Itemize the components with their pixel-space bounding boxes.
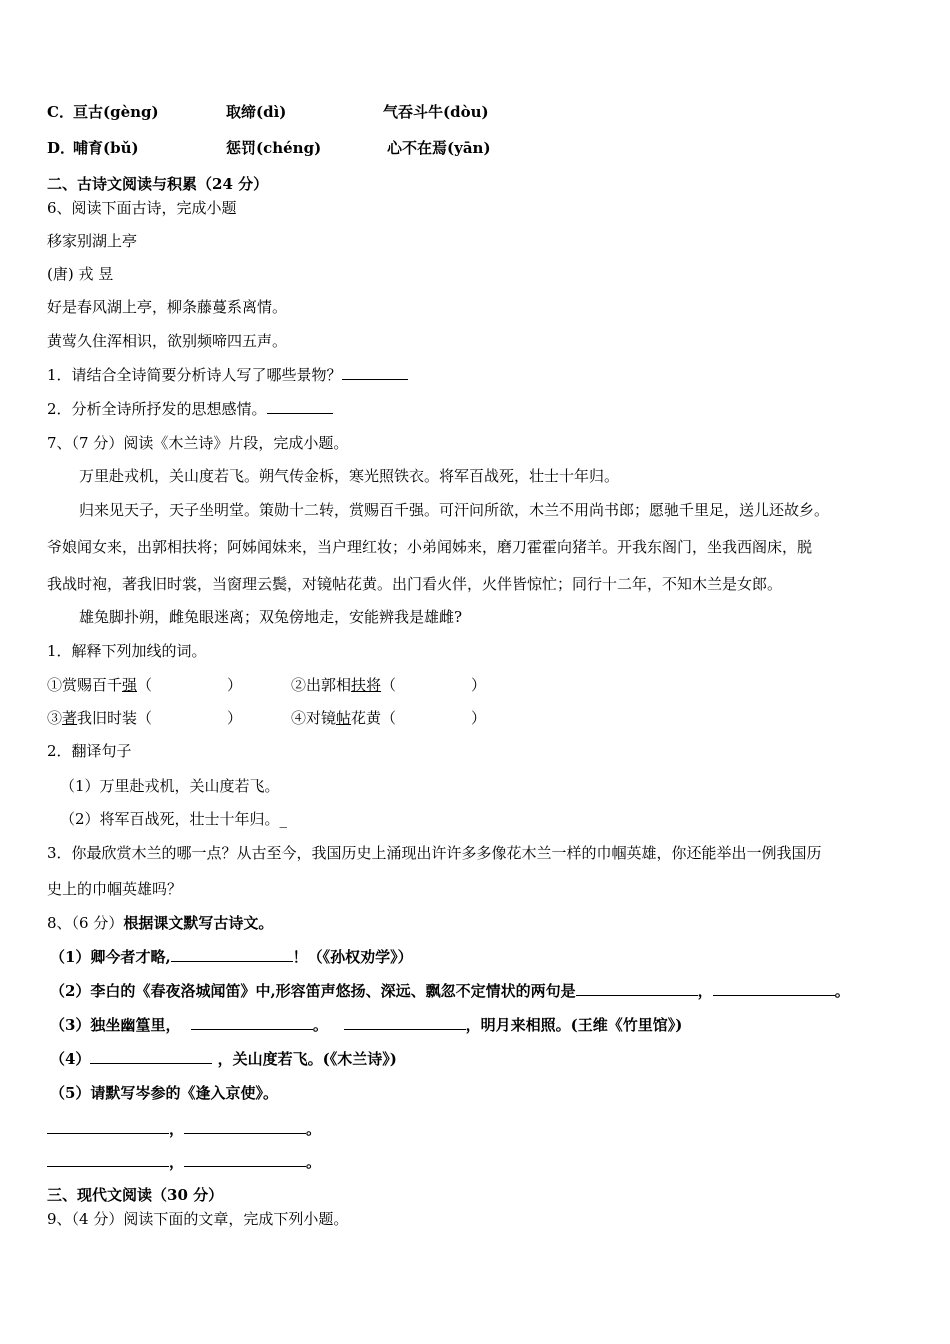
q8-l3-mid: 。 <box>312 1016 328 1034</box>
q8-l2-end: 。 <box>834 982 850 1000</box>
answer-blank[interactable] <box>342 365 408 380</box>
q8-l1-source: ！（《孙权劝学》） <box>292 948 413 966</box>
q8-row2-end: 。 <box>306 1153 322 1171</box>
q7-passage-p1: 万里赴戎机，关山度若飞。朔气传金柝，寒光照铁衣。将军百战死，壮士十年归。 <box>79 467 620 485</box>
q6-author: (唐) 戎 昱 <box>47 265 114 283</box>
answer-blank[interactable] <box>47 1119 169 1134</box>
answer-blank[interactable] <box>713 981 835 996</box>
answer-blank[interactable] <box>267 399 333 414</box>
q7-sub1: 1．解释下列加线的词。 <box>47 642 207 660</box>
q8-l2-text: （2）李白的《春夜洛城闻笛》中,形容笛声悠扬、深远、飘忽不定情状的两句是 <box>50 982 576 1000</box>
answer-blank[interactable] <box>90 1049 212 1064</box>
q9-intro: 9、（4 分）阅读下面的文章，完成下列小题。 <box>47 1210 349 1228</box>
q7-passage-p2b: 爷娘闻女来，出郭相扶将；阿姊闻妹来，当户理红妆；小弟闻姊来，磨刀霍霍向猪羊。开我东阁门，坐我西阁床，脱 <box>47 538 813 556</box>
q6-sub2 <box>47 399 333 419</box>
q7-passage-p3: 雄兔脚扑朔，雌兔眼迷离；双兔傍地走，安能辨我是雄雌? <box>79 608 463 626</box>
word-4-underlined: 帖 <box>336 709 352 727</box>
option-d-label: D． <box>47 139 76 157</box>
word-3-blank[interactable]: 我旧时装（ ） <box>77 709 243 727</box>
q8-intro-score: 8、（6 分） <box>47 914 124 932</box>
q8-line4 <box>50 1049 397 1069</box>
q6-sub2-text: 2．分析全诗所抒发的思想感情。 <box>47 400 267 418</box>
option-c-label: C． <box>47 103 74 121</box>
q8-line5: （5）请默写岑参的《逢入京使》。 <box>50 1084 278 1102</box>
option-c-b: 取缔(dì) <box>226 103 287 121</box>
q7-sub3-line1: 3．你最欣赏木兰的哪一点？从古至今，我国历史上涌现出许许多多像花木兰一样的巾帼英雄，你还能举出一例我国历 <box>47 844 822 862</box>
q8-row2-sep: ， <box>169 1153 185 1171</box>
q8-row1-end: 。 <box>306 1120 322 1138</box>
q8-l2-sep: ， <box>697 982 713 1000</box>
word-2-pre: ②出郭相 <box>291 676 352 694</box>
q8-line2 <box>50 981 850 1001</box>
option-c-a: 亘古(gèng) <box>73 103 159 121</box>
q8-line3 <box>50 1015 682 1035</box>
option-d-c: 心不在焉(yān) <box>387 139 491 157</box>
q7-sub3-line2: 史上的巾帼英雄吗？ <box>47 880 183 898</box>
word-1-blank[interactable]: （ ） <box>137 676 243 694</box>
word-3-underlined: 著 <box>62 709 78 727</box>
q7-intro: 7、（7 分）阅读《木兰诗》片段，完成小题。 <box>47 434 349 452</box>
q7-word-3 <box>47 708 242 728</box>
q6-poem-line2: 黄莺久住浑相识，欲别频啼四五声。 <box>47 332 288 350</box>
q8-l4-source: ，关山度若飞。(《木兰诗》) <box>217 1050 397 1068</box>
answer-blank[interactable] <box>47 1152 169 1167</box>
q8-l3-source: ，明月来相照。(王维《竹里馆》) <box>465 1016 683 1034</box>
word-4-blank[interactable]: 花黄（ ） <box>351 709 487 727</box>
q8-answer-row-1 <box>47 1119 321 1139</box>
answer-blank[interactable] <box>344 1015 466 1030</box>
q8-intro-text: 根据课文默写古诗文。 <box>123 914 274 932</box>
q7-word-2 <box>291 675 486 695</box>
option-d-a: 哺育(bǔ) <box>73 139 139 157</box>
answer-blank[interactable] <box>171 947 293 962</box>
q6-sub1-text: 1．请结合全诗简要分析诗人写了哪些景物？ <box>47 366 342 384</box>
q6-sub1 <box>47 365 408 385</box>
word-4-pre: ④对镜 <box>291 709 337 727</box>
word-1-underlined: 强 <box>122 676 138 694</box>
q8-intro <box>47 913 273 933</box>
q8-row1-sep: ， <box>169 1120 185 1138</box>
word-2-underlined: 扶将 <box>351 676 382 694</box>
q8-l4-num: （4） <box>50 1050 91 1068</box>
q7-passage-p2a: 归来见天子，天子坐明堂。策勋十二转，赏赐百千强。可汗问所欲，木兰不用尚书郎；愿驰千里足，送儿还故乡。 <box>79 501 830 519</box>
option-d-b: 惩罚(chéng) <box>226 139 322 157</box>
word-1-pre: ①赏赐百千 <box>47 676 123 694</box>
q8-l1-text: （1）卿今者才略, <box>50 948 171 966</box>
q6-poem-line1: 好是春风湖上亭，柳条藤蔓系离情。 <box>47 298 288 316</box>
q8-answer-row-2 <box>47 1152 321 1172</box>
q8-l3-text: （3）独坐幽篁里， <box>50 1016 181 1034</box>
answer-blank[interactable] <box>184 1152 306 1167</box>
word-3-pre: ③ <box>47 709 63 727</box>
section3-title: 三、现代文阅读（30 分） <box>47 1186 224 1204</box>
q7-translate-2: （2）将军百战死，壮士十年归。_ <box>60 810 288 828</box>
answer-blank[interactable] <box>576 981 698 996</box>
q6-intro: 6、阅读下面古诗，完成小题 <box>47 199 237 217</box>
section2-title: 二、古诗文阅读与积累（24 分） <box>47 175 269 193</box>
option-c-c: 气吞斗牛(dòu) <box>383 103 489 121</box>
q7-sub2: 2．翻译句子 <box>47 742 132 760</box>
answer-blank[interactable] <box>191 1015 313 1030</box>
word-2-blank[interactable]: （ ） <box>381 676 487 694</box>
q6-poem-title: 移家别湖上亭 <box>47 232 138 250</box>
q7-word-4 <box>291 708 486 728</box>
q7-passage-p2c: 我战时袍，著我旧时裳，当窗理云鬓，对镜帖花黄。出门看火伴，火伴皆惊忙；同行十二年，不知木兰是女郎。 <box>47 575 783 593</box>
q7-translate-1: （1）万里赴戎机，关山度若飞。 <box>60 777 280 795</box>
answer-blank[interactable] <box>184 1119 306 1134</box>
q7-word-1 <box>47 675 242 695</box>
q8-line1 <box>50 947 413 967</box>
